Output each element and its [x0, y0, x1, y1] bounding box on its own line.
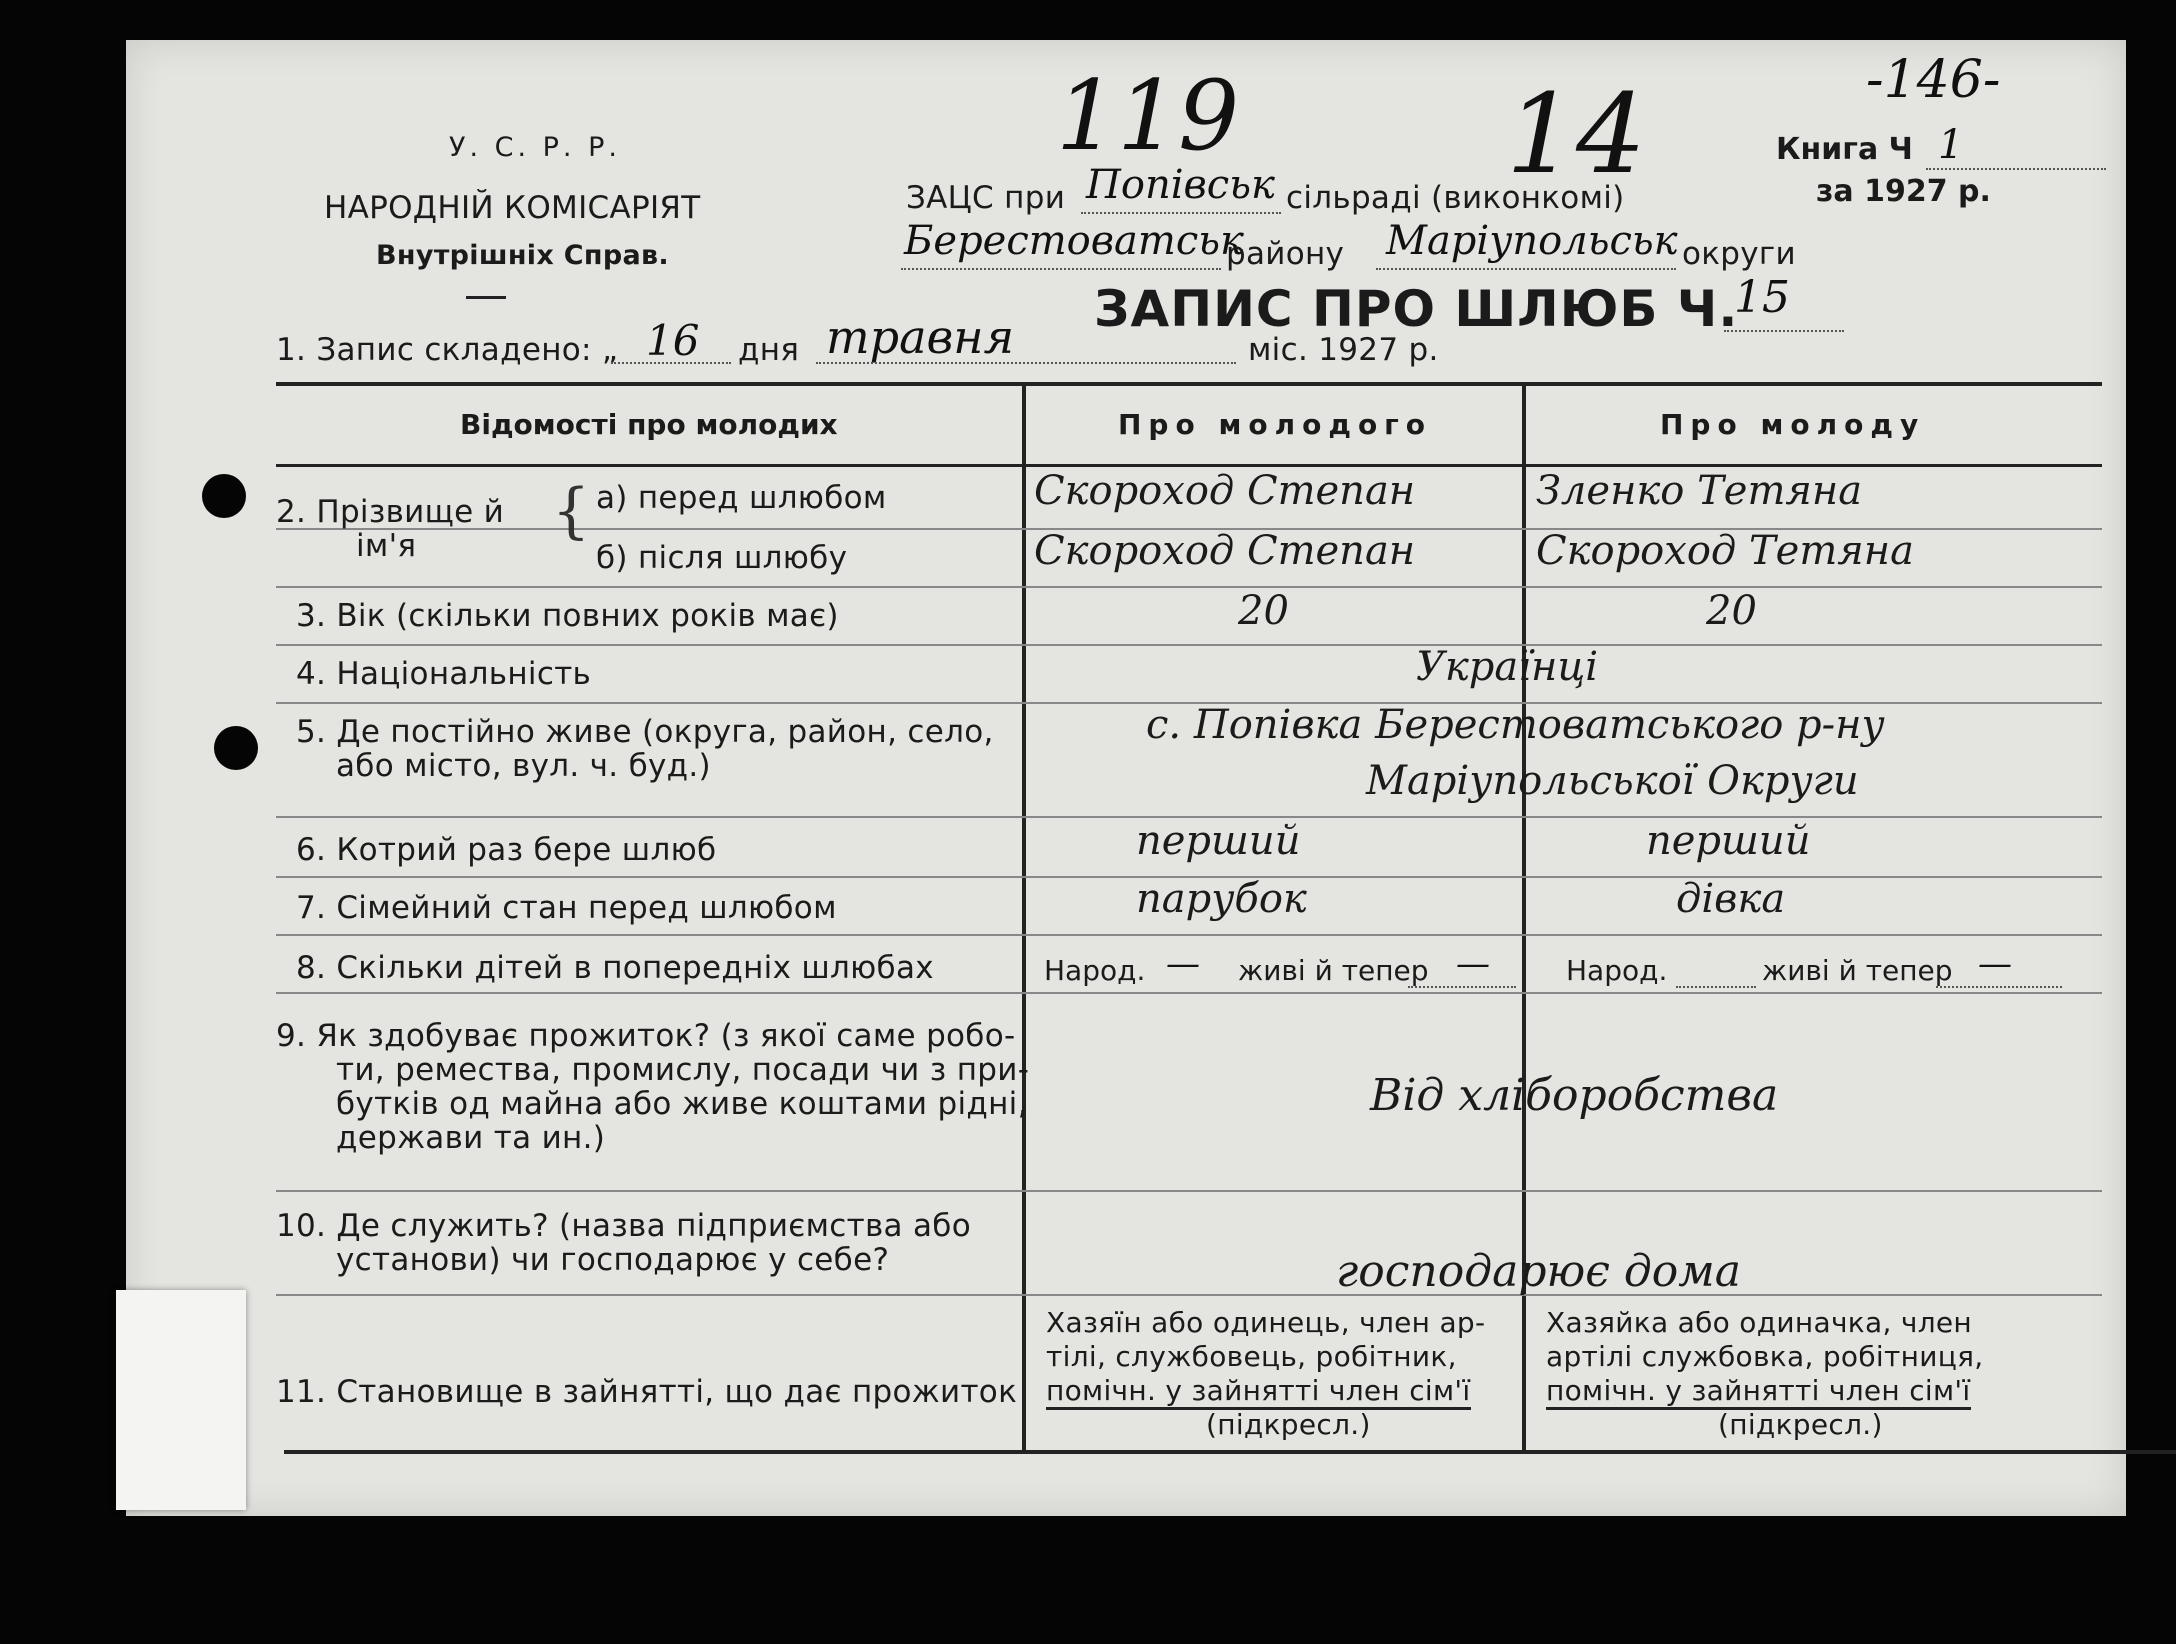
year-line: за 1927 р. [1816, 174, 1991, 209]
sheet-number: -146- [1866, 50, 2001, 110]
residence-label: 5. Де постійно живе (округа, район, село, [296, 714, 994, 750]
binding-spine [116, 1290, 246, 1510]
row-line [276, 644, 2102, 646]
district-name: Берестоватськ [904, 218, 1244, 264]
row-line [276, 1190, 2102, 1192]
okrug-word: округи [1682, 236, 1796, 272]
bride-marital-status: дівка [1676, 876, 1786, 922]
bride-born-line [1676, 986, 1756, 988]
groom-marriage-count: перший [1136, 818, 1301, 864]
occupation-status-label: 11. Становище в зайнятті, що дає прожиток [276, 1374, 1018, 1410]
marriage-count-label: 6. Котрий раз бере шлюб [296, 832, 717, 868]
residence-value: с. Попівка Берестоватського р-ну [1146, 702, 1885, 748]
record-day: 16 [646, 316, 700, 365]
bride-alive-line [1936, 986, 2062, 988]
residence-label-2: або місто, вул. ч. буд.) [336, 748, 711, 784]
bride-born-label: Народ. [1566, 954, 1668, 987]
ussr-label: У. С. Р. Р. [449, 132, 621, 163]
table-head-line [276, 464, 2102, 467]
livelihood-value: Від хліборобства [1370, 1070, 1779, 1121]
book-label: Книга Ч [1776, 132, 1913, 167]
bride-alive-value: — [1978, 944, 2012, 984]
bride-marriage-count: перший [1646, 818, 1811, 864]
name-after-label: б) після шлюбу [596, 540, 848, 576]
record-sheet [126, 40, 2126, 1516]
table-col-divider-1 [1022, 382, 1026, 1452]
document-title: ЗАПИС ПРО ШЛЮБ Ч. [1094, 280, 1739, 338]
district-line [901, 268, 1221, 270]
column-header-info: Відомості про молодих [460, 408, 838, 441]
groom-occupation-option: Хазяїн або одинець, член ар- [1046, 1306, 1486, 1339]
record-day-line [611, 362, 731, 364]
nationality-label: 4. Національність [296, 656, 592, 692]
record-day-word: дня [738, 332, 800, 368]
groom-born-value: — [1166, 944, 1200, 984]
stamp-number-a: 119 [1056, 60, 1240, 172]
book-number: 1 [1938, 122, 1964, 168]
marital-status-label: 7. Сімейний стан перед шлюбом [296, 890, 837, 926]
record-year: міс. 1927 р. [1248, 332, 1439, 368]
groom-occupation-option-2: тілі, службовець, робітник, [1046, 1340, 1457, 1373]
header-divider [466, 296, 506, 299]
groom-alive-label: живі й тепер [1238, 954, 1429, 987]
name-label-2: ім'я [356, 528, 417, 564]
bride-age: 20 [1706, 588, 1757, 634]
okrug-line [1376, 268, 1676, 270]
table-top-line [276, 382, 2102, 386]
row-line [276, 992, 2102, 994]
zags-suffix: сільраді (виконкомі) [1286, 180, 1625, 216]
age-label: 3. Вік (скільки повних років має) [296, 598, 839, 634]
column-header-bride: Про молоду [1660, 408, 1926, 441]
residence-value-2: Маріупольської Округи [1366, 758, 1859, 804]
stamp-number-b: 14 [1506, 70, 1646, 198]
workplace-label-2: установи) чи господарює у себе? [336, 1242, 890, 1278]
bride-occupation-option: Хазяйка або одиначка, член [1546, 1306, 1973, 1339]
bride-name-before: Зленко Тетяна [1536, 468, 1863, 514]
punch-hole [214, 726, 258, 770]
name-label: 2. Прізвище й [276, 494, 505, 530]
record-number-line [1724, 330, 1844, 332]
zags-village: Попівськ [1086, 162, 1275, 208]
groom-name-before: Скороход Степан [1034, 468, 1416, 514]
punch-hole [202, 474, 246, 518]
bride-occupation-option-3: помічн. у зайнятті член сім'ї [1546, 1374, 1971, 1410]
district-word: району [1226, 236, 1345, 272]
livelihood-label: 9. Як здобуває прожиток? (з якої саме робо- [276, 1018, 1016, 1054]
record-date-prefix: 1. Запис складено: „ [276, 332, 619, 368]
bride-underline-note: (підкресл.) [1718, 1408, 1883, 1441]
name-brace: { [552, 476, 591, 546]
row-line [276, 586, 2102, 588]
groom-name-after: Скороход Степан [1034, 528, 1416, 574]
commissariat-label: НАРОДНІЙ КОМІСАРІЯТ [324, 190, 701, 226]
groom-alive-line [1408, 986, 1516, 988]
workplace-label: 10. Де служить? (назва підприємства або [276, 1208, 971, 1244]
row-line [276, 1294, 2102, 1296]
zags-village-line [1081, 212, 1281, 214]
groom-underline-note: (підкресл.) [1206, 1408, 1371, 1441]
groom-alive-value: — [1456, 944, 1490, 984]
livelihood-label-3: бутків од майна або живе коштами рідні, [336, 1086, 1028, 1122]
department-label: Внутрішніх Справ. [376, 240, 669, 271]
livelihood-label-2: ти, ремества, промислу, посади чи з при- [336, 1052, 1030, 1088]
name-before-label: а) перед шлюбом [596, 480, 887, 516]
children-label: 8. Скільки дітей в попередніх шлюбах [296, 950, 934, 986]
groom-marital-status: парубок [1136, 876, 1307, 922]
livelihood-label-4: держави та ин.) [336, 1120, 606, 1156]
bride-alive-label: живі й тепер [1762, 954, 1953, 987]
groom-age: 20 [1238, 588, 1289, 634]
bride-occupation-option-2: артілі службовка, робітниця, [1546, 1340, 1984, 1373]
record-month: травня [826, 310, 1015, 364]
workplace-value: господарює дома [1336, 1246, 1741, 1297]
bride-name-after: Скороход Тетяна [1536, 528, 1914, 574]
table-bottom-line [284, 1450, 2176, 1454]
groom-occupation-option-3: помічн. у зайнятті член сім'ї [1046, 1374, 1471, 1410]
groom-born-label: Народ. [1044, 954, 1146, 987]
row-line [276, 934, 2102, 936]
record-month-line [816, 362, 1236, 364]
zags-prefix: ЗАЦС при [906, 180, 1066, 216]
nationality-value: Українці [1416, 644, 1599, 690]
book-number-line [1926, 168, 2106, 170]
okrug-name: Маріупольськ [1386, 218, 1678, 264]
record-number: 15 [1734, 272, 1790, 323]
column-header-groom: Про молодого [1118, 408, 1433, 441]
